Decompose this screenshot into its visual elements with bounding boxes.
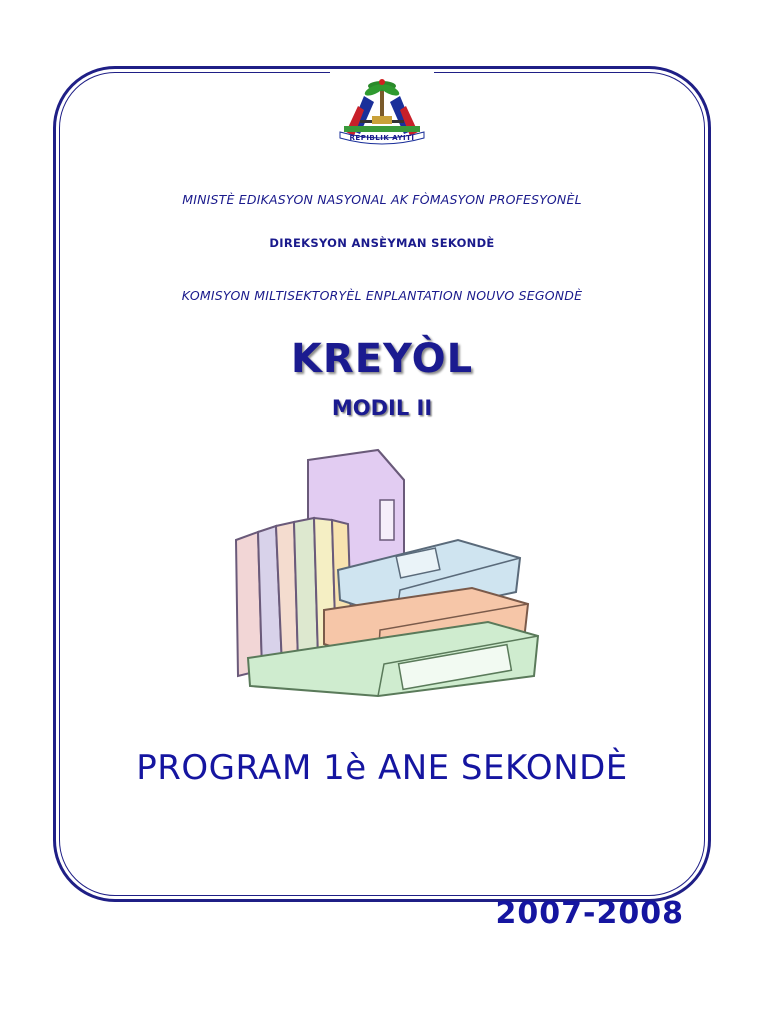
document-title: KREYÒL bbox=[290, 336, 474, 382]
commission-name: KOMISYON MILTISEKTORYÈL ENPLANTATION NOUVO SEGONDÈ bbox=[181, 288, 583, 303]
seal-caption: REPIBLIK AYITI bbox=[349, 134, 415, 142]
direction-name: DIREKSYON ANSÈYMAN SEKONDÈ bbox=[269, 236, 495, 250]
school-year: 2007-2008 bbox=[495, 896, 684, 931]
ministry-name: MINISTÈ EDIKASYON NASYONAL AK FÒMASYON PROFESYONÈL bbox=[182, 192, 582, 207]
module-subtitle: MODIL II bbox=[331, 396, 433, 420]
books-stack-icon bbox=[228, 440, 540, 700]
program-title: PROGRAM 1è ANE SEKONDÈ bbox=[136, 748, 628, 788]
